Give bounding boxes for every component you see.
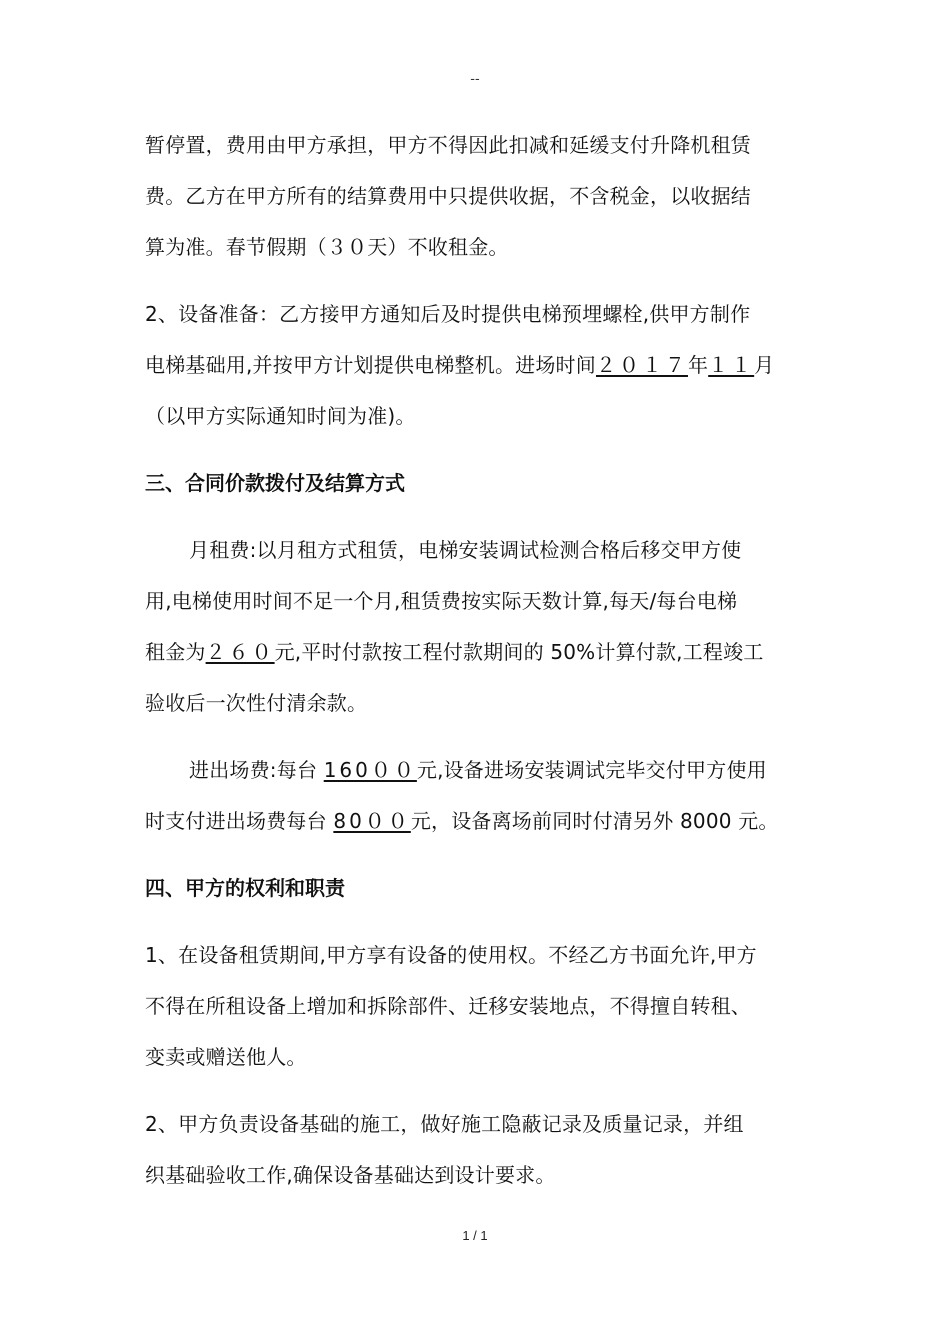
entry-exit-fee-value: 160００ [323, 758, 417, 782]
text-line: 织基础验收工作,确保设备基础达到设计要求。 [145, 1163, 556, 1187]
page-number: 1 / 1 [462, 1228, 488, 1243]
paragraph-entry-exit-fee [145, 745, 813, 847]
entry-year-value: ２０１７ [595, 353, 688, 377]
text-segment: 月 [754, 353, 775, 377]
page-header-mark: -- [470, 72, 480, 87]
paragraph-foundation-duty [145, 1099, 813, 1201]
text-segment: 电梯基础用,并按甲方计划提供电梯整机。进场时间 [145, 353, 596, 377]
section-heading-payment: 三、合同价款拨付及结算方式 [145, 471, 405, 495]
text-line: 暂停置，费用由甲方承担，甲方不得因此扣减和延缓支付升降机租赁 [145, 133, 751, 157]
text-line: 月租费:以月租方式租赁，电梯安装调试检测合格后移交甲方使 [189, 538, 742, 562]
text-line: 变卖或赠送他人。 [145, 1045, 307, 1069]
paragraph-equipment-preparation [145, 289, 813, 442]
text-line: 算为准。春节假期（３０天）不收租金。 [145, 235, 509, 259]
text-line: 用,电梯使用时间不足一个月,租赁费按实际天数计算,每天/每台电梯 [145, 589, 738, 613]
text-segment: 租金为 [145, 640, 206, 664]
text-line: （以甲方实际通知时间为准)。 [145, 404, 416, 428]
daily-rent-value: ２６０ [205, 640, 275, 664]
text-segment: 元，设备离场前同时付清另外 8000 元。 [410, 809, 779, 833]
paragraph-usage-rights [145, 930, 813, 1083]
text-segment: 元,平时付款按工程付款期间的 50%计算付款,工程竣工 [274, 640, 764, 664]
text-line [145, 340, 813, 391]
text-line: 1、在设备租赁期间,甲方享有设备的使用权。不经乙方书面允许,甲方 [145, 943, 757, 967]
entry-month-value: １１ [708, 353, 755, 377]
text-line: 费。乙方在甲方所有的结算费用中只提供收据，不含税金，以收据结 [145, 184, 751, 208]
paragraph-monthly-rent [145, 525, 813, 729]
text-line [145, 745, 813, 796]
section-heading-party-a-rights: 四、甲方的权利和职责 [145, 876, 345, 900]
text-segment: 进出场费:每台 [189, 758, 324, 782]
text-line: 不得在所租设备上增加和拆除部件、迁移安装地点，不得擅自转租、 [145, 994, 751, 1018]
text-line: 2、甲方负责设备基础的施工，做好施工隐蔽记录及质量记录，并组 [145, 1112, 744, 1136]
text-segment: 元,设备进场安装调试完毕交付甲方使用 [416, 758, 767, 782]
text-line [145, 796, 813, 847]
text-line: 2、设备准备：乙方接甲方通知后及时提供电梯预埋螺栓,供甲方制作 [145, 302, 751, 326]
entry-fee-payment-value: 80００ [333, 809, 411, 833]
document-body [145, 120, 813, 1201]
text-line: 验收后一次性付清余款。 [145, 691, 368, 715]
paragraph-rent-suspension [145, 120, 813, 273]
text-segment: 年 [687, 353, 709, 377]
text-line [145, 627, 813, 678]
text-segment: 时支付进出场费每台 [145, 809, 334, 833]
